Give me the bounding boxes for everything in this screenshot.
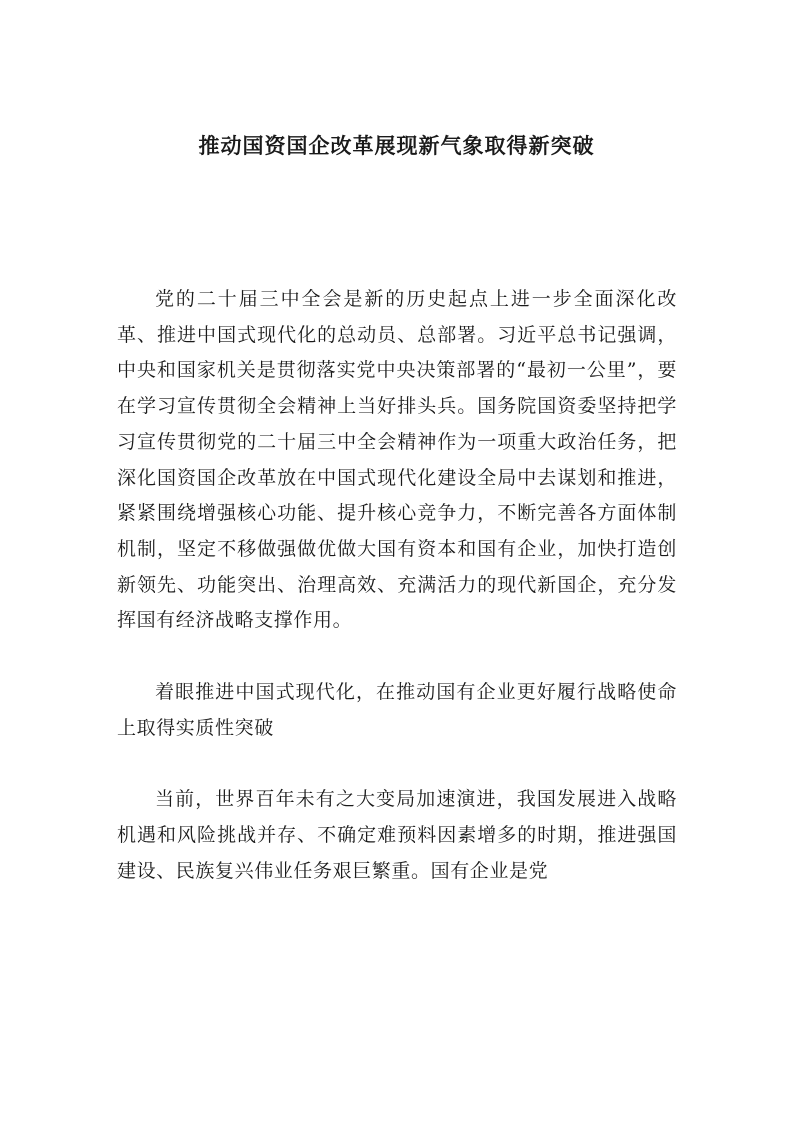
document-body	[117, 282, 677, 890]
paragraph-section-heading: 着眼推进中国式现代化，在推动国有企业更好履行战略使命上取得实质性突破	[117, 681, 677, 739]
paragraph-intro: 党的二十届三中全会是新的历史起点上进一步全面深化改革、推进中国式现代化的总动员、总部署。习近平总书记强调，中央和国家机关是贯彻落实党中央决策部署的“最初一公里”，要在学习宣传贯彻全会精神上当好排头兵。国务院国资委坚持把学习宣传贯彻党的二十届三中全会精神作为一项重大政治任务，把深化国资国企改革放在中国式现代化建设全局中去谋划和推进，紧紧围绕增强核心功能、提升核心竞争力，不断完善各方面体制机制，坚定不移做强做优做大国有资本和国有企业，加快打造创新领先、功能突出、治理高效、充满活力的现代新国企，充分发挥国有经济战略支撑作用。	[117, 288, 677, 632]
paragraph-current-situation: 当前，世界百年未有之大变局加速演进，我国发展进入战略机遇和风险挑战并存、不确定难预料因素增多的时期，推进强国建设、民族复兴伟业任务艰巨繁重。国有企业是党	[117, 788, 677, 882]
document-title: 推动国资国企改革展现新气象取得新突破	[198, 134, 595, 158]
